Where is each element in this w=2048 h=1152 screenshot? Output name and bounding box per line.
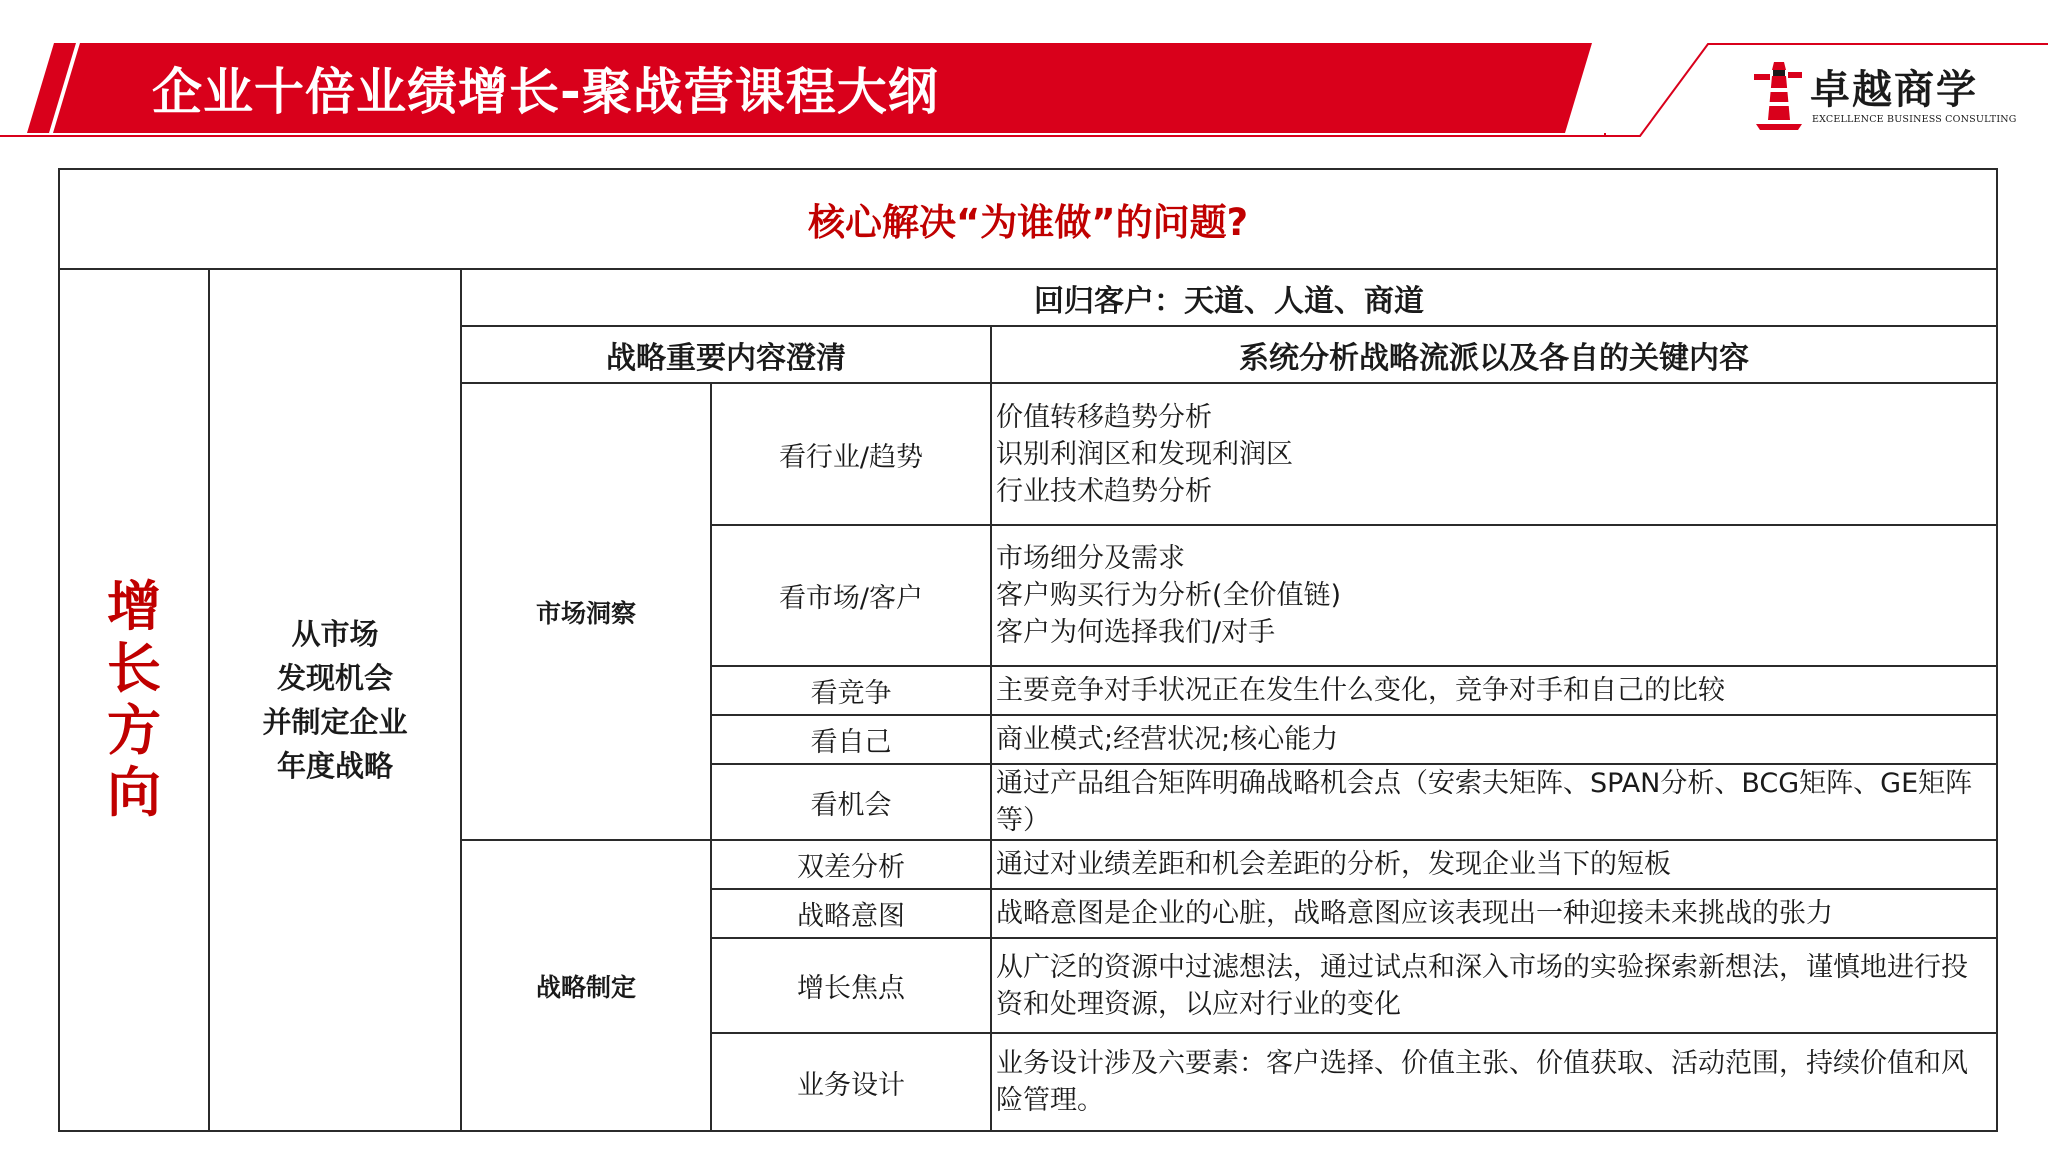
direction-char: 方 [107,699,161,762]
aspect-cell: 增长焦点 [711,938,991,1033]
content-line: 市场细分及需求 [996,543,1185,574]
content-line: 险管理。 [996,1085,1104,1116]
core-question: 核心解决“为谁做”的问题? [59,169,1997,269]
group-market-insight: 市场洞察 [461,383,711,840]
page-title: 企业十倍业绩增长-聚战营课程大纲 [152,63,939,121]
content-line: 主要竞争对手状况正在发生什么变化，竞争对手和自己的比较 [996,675,1725,706]
content-cell [991,666,1997,715]
content-line: 通过产品组合矩阵明确战略机会点（安索夫矩阵、SPAN分析、BCG矩阵、GE矩阵 [996,768,1973,799]
logo-name: 卓越商学 [1810,66,1978,113]
course-outline-table [58,168,1998,1132]
subtitle: 回归客户：天道、人道、商道 [461,269,1997,326]
aspect-cell: 双差分析 [711,840,991,889]
content-line: 业务设计涉及六要素：客户选择、价值主张、价值获取、活动范围，持续价值和风 [996,1048,1968,1079]
aspect-cell: 看竞争 [711,666,991,715]
content-cell [991,383,1997,525]
aspect-cell: 看自己 [711,715,991,764]
logo-subtitle: EXCELLENCE BUSINESS CONSULTING [1812,114,2017,125]
mission-line: 发现机会 [276,661,393,695]
content-line: 战略意图是企业的心脏，战略意图应该表现出一种迎接未来挑战的张力 [996,898,1833,929]
mission-line: 并制定企业 [262,705,408,739]
content-line: 从广泛的资源中过滤想法，通过试点和深入市场的实验探索新想法，谨慎地进行投 [996,951,1968,983]
direction-char: 长 [107,637,161,700]
aspect-cell: 战略意图 [711,889,991,938]
aspect-cell: 看机会 [711,764,991,840]
direction-char: 增 [107,575,161,638]
content-cell [991,1033,1997,1131]
content-cell [991,938,1997,1033]
aspect-cell: 看行业/趋势 [711,383,991,525]
aspect-cell: 业务设计 [711,1033,991,1131]
mission-label [209,269,461,1131]
content-cell [991,840,1997,889]
banner-underline [0,133,1605,136]
content-line: 商业模式;经营状况;核心能力 [996,724,1339,755]
direction-label [59,269,209,1131]
direction-char: 向 [107,761,161,824]
content-line: 行业技术趋势分析 [996,475,1212,507]
subtitle-row [59,269,1997,326]
mission-line: 年度战略 [276,749,393,783]
logo [1748,54,2017,130]
content-cell [991,525,1997,666]
col-right-header: 系统分析战略流派以及各自的关键内容 [991,326,1997,383]
content-line: 资和处理资源，以应对行业的变化 [996,988,1401,1020]
mission-line: 从市场 [291,617,379,651]
col-left-header: 战略重要内容澄清 [461,326,991,383]
content-line: 客户为何选择我们/对手 [996,617,1276,648]
content-cell [991,889,1997,938]
content-line: 价值转移趋势分析 [996,401,1212,433]
lighthouse-icon [1748,54,1804,130]
aspect-cell: 看市场/客户 [711,525,991,666]
content-line: 识别利润区和发现利润区 [996,438,1293,470]
content-line: 等） [996,805,1050,836]
content-line: 客户购买行为分析(全价值链) [996,580,1342,611]
content-cell [991,764,1997,840]
content-cell [991,715,1997,764]
content-line: 通过对业绩差距和机会差距的分析，发现企业当下的短板 [996,849,1671,880]
group-strategy-formulation: 战略制定 [461,840,711,1131]
core-question-row [59,169,1997,269]
